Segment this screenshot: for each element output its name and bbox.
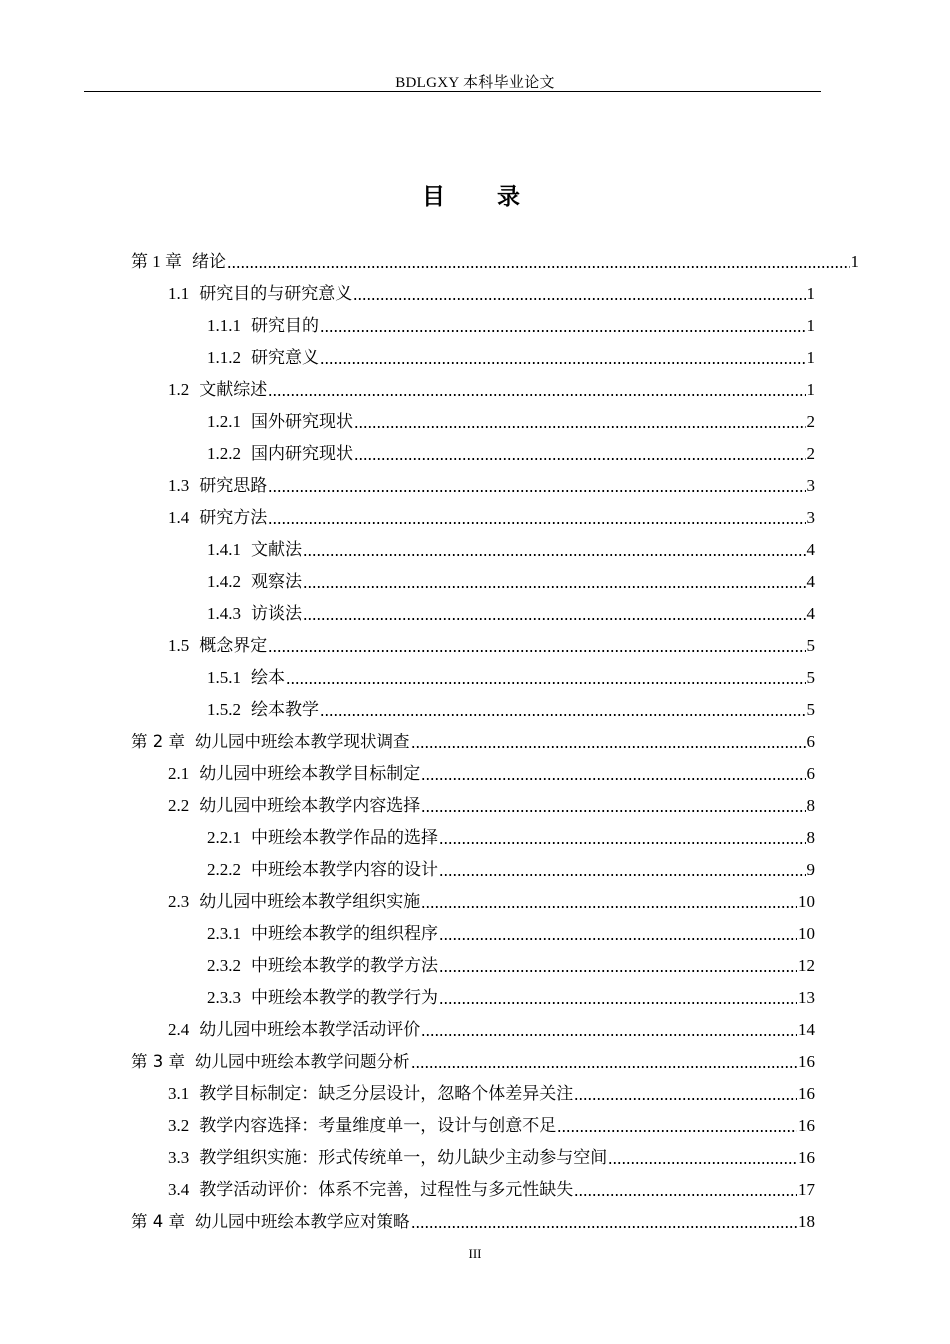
toc-entry-page: 9 xyxy=(806,860,815,879)
toc-entry-title: 幼儿园中班绘本教学活动评价 xyxy=(199,1020,421,1039)
toc-entry-page: 16 xyxy=(798,1084,815,1103)
toc-dot-leader xyxy=(411,746,806,748)
toc-dot-leader xyxy=(268,650,805,652)
toc-entry-number: 1.4.3 xyxy=(207,604,241,623)
toc-entry-page: 2 xyxy=(806,412,815,431)
toc-chapter-entry[interactable] xyxy=(131,720,815,752)
toc-entry-number: 3.3 xyxy=(168,1148,190,1167)
toc-entry-page: 16 xyxy=(798,1052,815,1071)
toc-entry-number: 1.5.2 xyxy=(207,700,241,719)
toc-entry-title: 研究目的与研究意义 xyxy=(199,284,353,303)
toc-dot-leader xyxy=(411,1066,798,1068)
toc-section-entry[interactable] xyxy=(168,1104,815,1136)
toc-section-entry[interactable] xyxy=(168,1072,815,1104)
toc-entry-number: 3.1 xyxy=(168,1084,190,1103)
toc-entry-number: 3.2 xyxy=(168,1116,190,1135)
toc-subsection-entry[interactable] xyxy=(207,656,815,688)
toc-section-entry[interactable] xyxy=(168,1136,815,1168)
toc-section-entry[interactable] xyxy=(168,464,815,496)
toc-entry-title: 幼儿园中班绘本教学组织实施 xyxy=(199,892,421,911)
toc-dot-leader xyxy=(439,874,806,876)
toc-entry-number: 1.2 xyxy=(168,380,190,399)
toc-dot-leader xyxy=(320,362,806,364)
toc-entry-page: 16 xyxy=(798,1116,815,1135)
toc-entry-number: 第 2 章 xyxy=(131,732,185,751)
toc-dot-leader xyxy=(320,330,806,332)
toc-entry-number: 1.1 xyxy=(168,284,190,303)
toc-subsection-entry[interactable] xyxy=(207,528,815,560)
toc-entry-page: 6 xyxy=(806,732,815,751)
toc-entry-number: 2.3.3 xyxy=(207,988,241,1007)
toc-section-entry[interactable] xyxy=(168,496,815,528)
toc-entry-title: 幼儿园中班绘本教学问题分析 xyxy=(195,1052,410,1071)
toc-subsection-entry[interactable] xyxy=(207,432,815,464)
toc-entry-page: 1 xyxy=(806,284,815,303)
toc-dot-leader xyxy=(268,522,805,524)
toc-entry-title: 研究方法 xyxy=(199,508,268,527)
toc-entry-page: 5 xyxy=(806,700,815,719)
toc-entry-number: 1.1.2 xyxy=(207,348,241,367)
toc-section-entry[interactable] xyxy=(168,752,815,784)
toc-entry-number: 3.4 xyxy=(168,1180,190,1199)
toc-entry-page: 2 xyxy=(806,444,815,463)
toc-entry-page: 1 xyxy=(850,252,859,271)
toc-section-entry[interactable] xyxy=(168,368,815,400)
toc-subsection-entry[interactable] xyxy=(207,304,815,336)
toc-chapter-entry[interactable] xyxy=(131,1040,815,1072)
toc-entry-title: 绪论 xyxy=(192,252,226,271)
toc-subsection-entry[interactable] xyxy=(207,688,815,720)
toc-dot-leader xyxy=(557,1130,797,1132)
toc-entry-title: 观察法 xyxy=(251,572,302,591)
toc-entry-page: 12 xyxy=(798,956,815,975)
toc-dot-leader xyxy=(303,618,806,620)
toc-entry-title: 绘本 xyxy=(251,668,285,687)
toc-section-entry[interactable] xyxy=(168,1168,815,1200)
toc-entry-page: 3 xyxy=(806,508,815,527)
toc-entry-number: 2.1 xyxy=(168,764,190,783)
toc-subsection-entry[interactable] xyxy=(207,560,815,592)
toc-entry-number: 2.2.2 xyxy=(207,860,241,879)
header-divider xyxy=(84,91,821,92)
footer-page-number: III xyxy=(468,1246,482,1261)
toc-section-entry[interactable] xyxy=(168,880,815,912)
toc-entry-number: 1.1.1 xyxy=(207,316,241,335)
toc-entry-page: 1 xyxy=(806,348,815,367)
toc-section-entry[interactable] xyxy=(168,784,815,816)
toc-subsection-entry[interactable] xyxy=(207,976,815,1008)
toc-entry-title: 中班绘本教学内容的设计 xyxy=(251,860,438,879)
toc-subsection-entry[interactable] xyxy=(207,336,815,368)
toc-entry-title: 研究目的 xyxy=(251,316,319,335)
toc-entry-number: 1.4.1 xyxy=(207,540,241,559)
toc-entry-title: 中班绘本教学的组织程序 xyxy=(251,924,438,943)
toc-entry-page: 3 xyxy=(806,476,815,495)
toc-dot-leader xyxy=(421,778,805,780)
toc-entry-number: 2.2.1 xyxy=(207,828,241,847)
toc-entry-title: 教学目标制定：缺乏分层设计，忽略个体差异关注 xyxy=(199,1084,574,1103)
toc-entry-page: 10 xyxy=(798,892,815,911)
toc-entry-number: 1.4.2 xyxy=(207,572,241,591)
toc-entry-title: 访谈法 xyxy=(251,604,302,623)
toc-entry-page: 1 xyxy=(806,380,815,399)
toc-entry-title: 中班绘本教学的教学方法 xyxy=(251,956,438,975)
toc-entry-page: 8 xyxy=(806,796,815,815)
toc-entry-page: 6 xyxy=(806,764,815,783)
toc-entry-page: 14 xyxy=(798,1020,815,1039)
toc-chapter-entry[interactable] xyxy=(131,240,859,272)
toc-entry-page: 13 xyxy=(798,988,815,1007)
toc-dot-leader xyxy=(574,1098,797,1100)
toc-dot-leader xyxy=(574,1194,797,1196)
toc-entry-title: 国内研究现状 xyxy=(251,444,353,463)
toc-entry-number: 2.4 xyxy=(168,1020,190,1039)
toc-dot-leader xyxy=(421,1034,797,1036)
header-title: BDLGXY 本科毕业论文 xyxy=(395,75,555,91)
toc-entry-title: 幼儿园中班绘本教学应对策略 xyxy=(195,1212,410,1231)
toc-subsection-entry[interactable] xyxy=(207,848,815,880)
toc-entry-number: 第 3 章 xyxy=(131,1052,185,1071)
toc-subsection-entry[interactable] xyxy=(207,944,815,976)
toc-entry-title: 幼儿园中班绘本教学目标制定 xyxy=(199,764,421,783)
toc-dot-leader xyxy=(354,458,806,460)
toc-dot-leader xyxy=(439,938,797,940)
toc-dot-leader xyxy=(439,1002,797,1004)
toc-entry-page: 4 xyxy=(806,604,815,623)
toc-entry-title: 绘本教学 xyxy=(251,700,319,719)
toc-entry-number: 2.3 xyxy=(168,892,190,911)
toc-entry-page: 5 xyxy=(806,636,815,655)
toc-entry-number: 1.2.2 xyxy=(207,444,241,463)
toc-entry-page: 4 xyxy=(806,540,815,559)
toc-dot-leader xyxy=(608,1162,797,1164)
toc-entry-title: 研究意义 xyxy=(251,348,319,367)
toc-subsection-entry[interactable] xyxy=(207,912,815,944)
toc-dot-leader xyxy=(353,298,805,300)
toc-entry-page: 10 xyxy=(798,924,815,943)
toc-entry-number: 2.3.1 xyxy=(207,924,241,943)
toc-entry-number: 2.2 xyxy=(168,796,190,815)
toc-dot-leader xyxy=(227,266,850,268)
toc-entry-title: 教学内容选择：考量维度单一，设计与创意不足 xyxy=(199,1116,557,1135)
toc-subsection-entry[interactable] xyxy=(207,400,815,432)
toc-section-entry[interactable] xyxy=(168,1008,815,1040)
toc-entry-title: 中班绘本教学作品的选择 xyxy=(251,828,438,847)
toc-subsection-entry[interactable] xyxy=(207,816,815,848)
toc-entry-number: 1.5.1 xyxy=(207,668,241,687)
toc-entry-title: 概念界定 xyxy=(199,636,268,655)
toc-entry-title: 中班绘本教学的教学行为 xyxy=(251,988,438,1007)
toc-dot-leader xyxy=(411,1226,798,1228)
toc-title: 目 录 xyxy=(421,184,542,210)
toc-entry-title: 文献综述 xyxy=(199,380,268,399)
toc-entry-number: 2.3.2 xyxy=(207,956,241,975)
toc-entry-number: 1.3 xyxy=(168,476,190,495)
toc-dot-leader xyxy=(268,490,805,492)
toc-entry-page: 1 xyxy=(806,316,815,335)
toc-dot-leader xyxy=(439,842,806,844)
toc-dot-leader xyxy=(354,426,806,428)
toc-entry-number: 1.2.1 xyxy=(207,412,241,431)
toc-dot-leader xyxy=(303,554,806,556)
toc-entry-page: 17 xyxy=(798,1180,815,1199)
toc-dot-leader xyxy=(439,970,797,972)
toc-chapter-entry[interactable] xyxy=(131,1200,815,1232)
toc-entry-number: 1.5 xyxy=(168,636,190,655)
toc-entry-number: 第 4 章 xyxy=(131,1212,185,1231)
toc-entry-page: 5 xyxy=(806,668,815,687)
toc-entry-title: 教学组织实施：形式传统单一，幼儿缺少主动参与空间 xyxy=(199,1148,608,1167)
toc-dot-leader xyxy=(268,394,805,396)
toc-dot-leader xyxy=(303,586,806,588)
toc-entry-title: 教学活动评价：体系不完善，过程性与多元性缺失 xyxy=(199,1180,574,1199)
toc-dot-leader xyxy=(421,810,805,812)
toc-dot-leader xyxy=(421,906,797,908)
toc-section-entry[interactable] xyxy=(168,272,815,304)
toc-entry-title: 幼儿园中班绘本教学现状调查 xyxy=(195,732,410,751)
toc-entry-title: 幼儿园中班绘本教学内容选择 xyxy=(199,796,421,815)
toc-entry-page: 4 xyxy=(806,572,815,591)
toc-entry-page: 18 xyxy=(798,1212,815,1231)
toc-entry-page: 16 xyxy=(798,1148,815,1167)
toc-subsection-entry[interactable] xyxy=(207,592,815,624)
toc-entry-number: 1.4 xyxy=(168,508,190,527)
toc-entry-page: 8 xyxy=(806,828,815,847)
toc-entry-number: 第 1 章 xyxy=(131,252,182,271)
toc-entry-title: 国外研究现状 xyxy=(251,412,353,431)
toc-section-entry[interactable] xyxy=(168,624,815,656)
toc-entry-title: 研究思路 xyxy=(199,476,268,495)
toc-dot-leader xyxy=(320,714,806,716)
toc-entry-title: 文献法 xyxy=(251,540,302,559)
toc-dot-leader xyxy=(286,682,806,684)
